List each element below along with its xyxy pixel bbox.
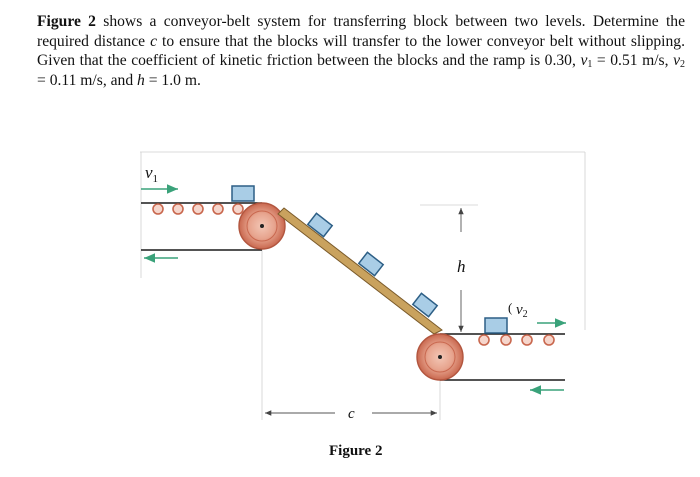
v2-value: = 0.11 m/s, and xyxy=(37,71,138,89)
upper-small-rollers xyxy=(153,204,243,214)
upper-conveyor xyxy=(141,186,285,250)
var-v1: v xyxy=(580,52,588,69)
var-v2-sub: 2 xyxy=(680,59,685,70)
label-v2: $v_2$ xyxy=(516,302,528,320)
label-c: c xyxy=(348,406,355,422)
label-v2-paren: ( xyxy=(508,300,513,315)
velocity-arrows xyxy=(141,189,566,390)
v1-value: = 0.51 m/s, xyxy=(592,52,674,69)
var-h: h xyxy=(137,71,145,89)
problem-text-2: to ensure that the blocks will transfer to the lower conveyor belt without slipping. Given that the coefficient of kinetic friction between the blocks and the ramp is 0.30, xyxy=(37,32,685,69)
var-v1-sub: 1 xyxy=(587,59,593,70)
label-v1: $v_1$ xyxy=(145,163,159,185)
h-value: = 1.0 m. xyxy=(144,71,201,89)
var-c: c xyxy=(150,32,157,50)
lower-small-rollers xyxy=(479,335,554,345)
problem-text-1: shows a conveyor-belt system for transferring block between two levels. Determine the required distance xyxy=(37,13,685,50)
ramp xyxy=(278,208,442,334)
label-h: h xyxy=(457,257,466,276)
figure-caption: Figure 2 xyxy=(329,443,383,459)
block-on-lower-belt xyxy=(485,318,507,333)
var-v2: v xyxy=(673,52,680,69)
figure-reference: Figure 2 xyxy=(37,13,96,30)
block-on-upper-belt xyxy=(232,186,254,201)
